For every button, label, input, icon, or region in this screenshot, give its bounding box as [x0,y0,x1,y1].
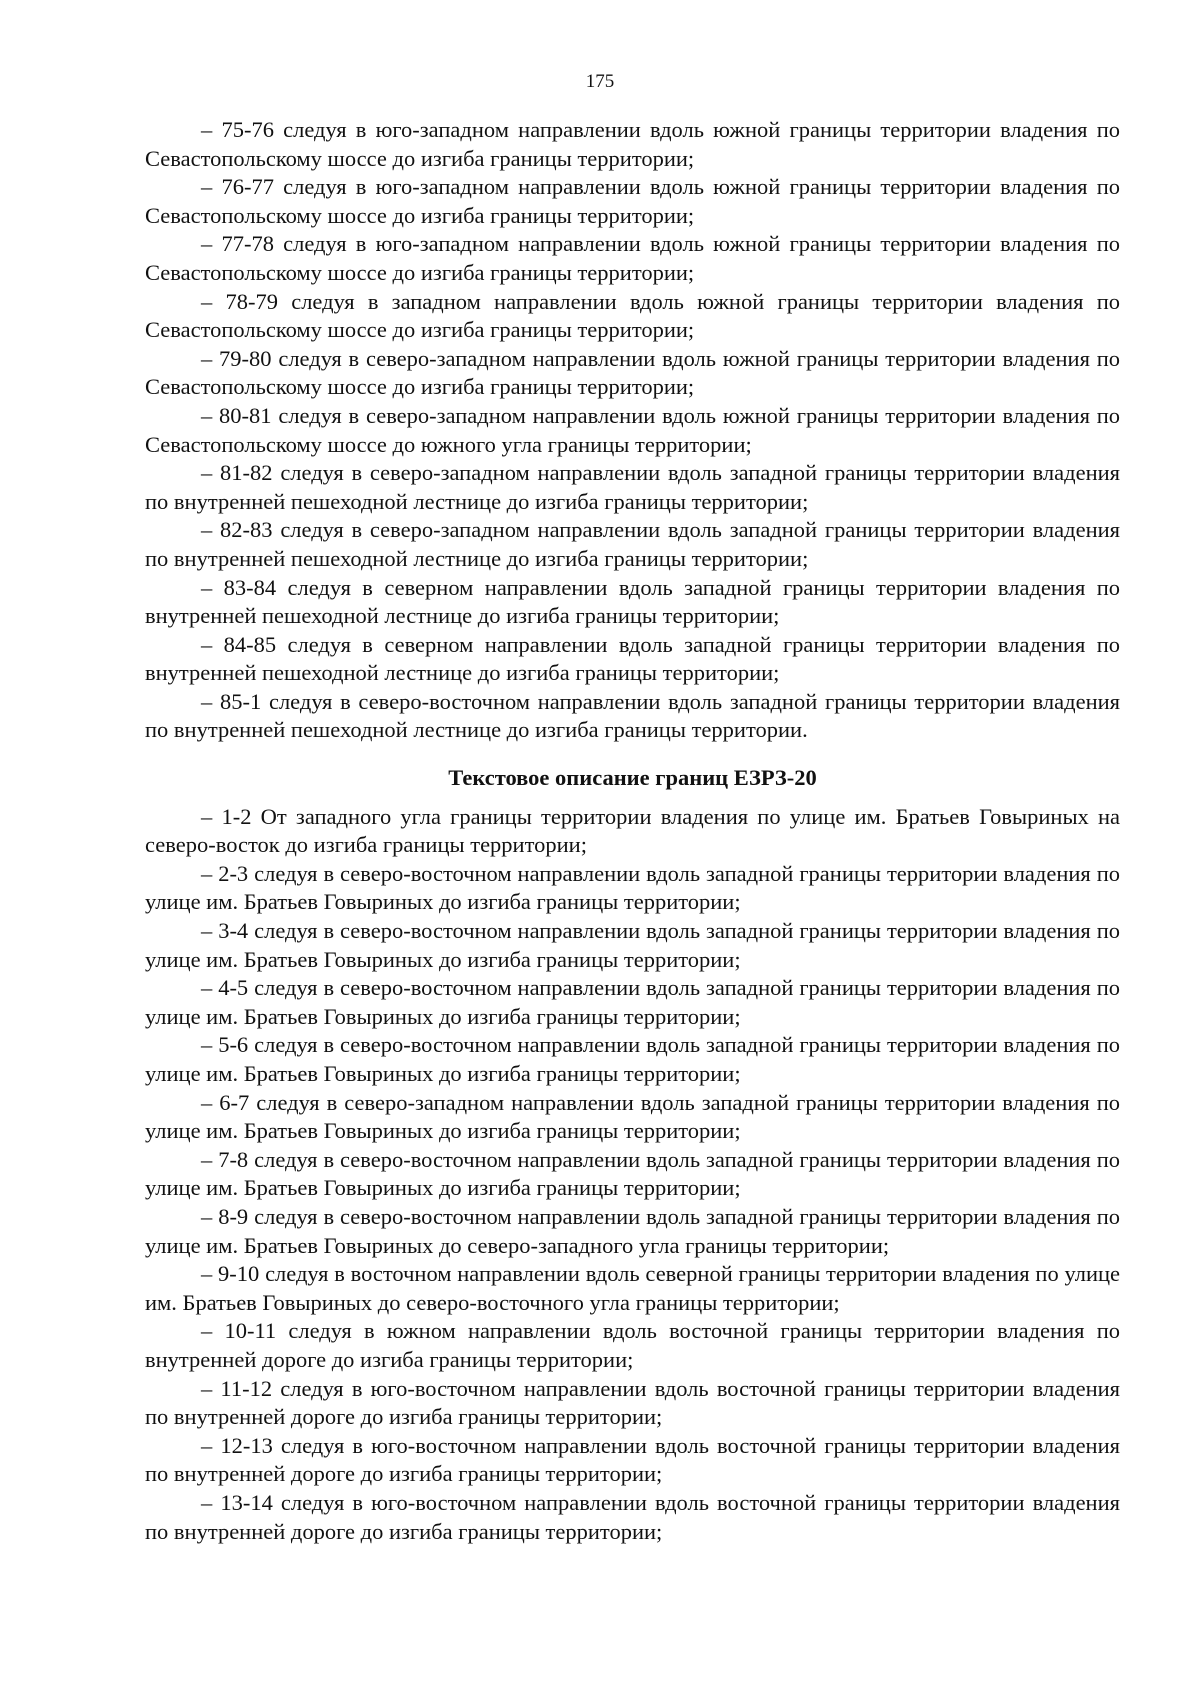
boundary-text: следуя в северо-восточном направлении вдоль западной границы территории владения по улице им. Братьев Говыриных до изгиба границы территории; [145,860,1121,915]
boundary-text: следуя в южном направлении вдоль восточной границы территории владения по внутренней дороге до изгиба границы территории; [145,1318,1120,1372]
boundary-text: От западного угла границы территории владения по улице им. Братьев Говыриных на северо-восток до изгиба границы территории; [145,803,1121,858]
boundary-item: – 8-9 следуя в северо-восточном направлении вдоль западной границы территории владения по улице им. Братьев Говыриных до северо-западного угла границы территории; [145,1203,1121,1258]
document-body [145,116,1120,1546]
boundary-item: – 4-5 следуя в северо-восточном направлении вдоль западной границы территории владения по улице им. Братьев Говыриных до изгиба границы территории; [145,975,1121,1029]
boundary-range: 2-3 [218,860,249,886]
boundary-item: – 12-13 следуя в юго-восточном направлении вдоль восточной границы территории владения по внутренней дороге до изгиба границы территории; [145,1432,1120,1487]
boundary-text: следуя в северо-восточном направлении вдоль западной границы территории владения по улице им. Братьев Говыриных до изгиба границы территории; [145,1146,1121,1201]
boundary-range: 79-80 [219,345,272,371]
boundary-text: следуя в северо-западном направлении вдоль западной границы территории владения по внутренней пешеходной лестнице до изгиба границы территории; [145,517,1121,571]
boundary-item: – 82-83 следуя в северо-западном направлении вдоль западной границы территории владения по внутренней пешеходной лестнице до изгиба границы территории; [145,517,1121,571]
boundary-text: следуя в северном направлении вдоль западной границы территории владения по внутренней пешеходной лестнице до изгиба границы территории; [145,631,1120,686]
boundary-text: следуя в северо-западном направлении вдоль южной границы территории владения по Севастопольскому шоссе до изгиба границы территории; [145,345,1121,400]
boundary-range: 7-8 [218,1146,249,1172]
section-heading: Текстовое описание границ ЕЗРЗ-20 [448,765,817,791]
boundary-range: 5-6 [218,1032,249,1058]
boundary-text: следуя в юго-восточном направлении вдоль восточной границы территории владения по внутренней дороге до изгиба границы территории; [145,1489,1120,1544]
boundary-list-ezrz-previous [145,116,1120,745]
boundary-text: следуя в северо-восточном направлении вдоль западной границы территории владения по улице им. Братьев Говыриных до северо-западного угла границы территории; [145,1203,1121,1258]
boundary-item: – 75-76 следуя в юго-западном направлении вдоль южной границы территории владения по Севастопольскому шоссе до изгиба границы территории; [145,117,1120,171]
boundary-text: следуя в северо-восточном направлении вдоль западной границы территории владения по улице им. Братьев Говыриных до изгиба границы территории; [145,918,1121,972]
boundary-range: 81-82 [220,460,273,486]
boundary-range: 4-5 [218,975,249,1001]
boundary-range: 13-14 [220,1489,273,1515]
page-number: 175 [585,71,615,92]
boundary-range: 76-77 [221,174,274,200]
boundary-item: – 85-1 следуя в северо-восточном направлении вдоль западной границы территории владения по внутренней пешеходной лестнице до изгиба границы территории. [145,688,1121,743]
boundary-item: – 2-3 следуя в северо-восточном направлении вдоль западной границы территории владения по улице им. Братьев Говыриных до изгиба границы территории; [145,860,1121,915]
boundary-range: 78-79 [225,288,278,314]
boundary-text: следуя в юго-западном направлении вдоль южной границы территории владения по Севастопольскому шоссе до изгиба границы территории; [145,117,1120,171]
boundary-item: – 1-2 От западного угла границы территории владения по улице им. Братьев Говыриных на северо-восток до изгиба границы территории; [145,803,1121,858]
boundary-text: следуя в восточном направлении вдоль северной границы территории владения по улице им. Братьев Говыриных до северо-восточного угла границы территории; [145,1261,1121,1315]
boundary-range: 83-84 [223,574,277,600]
boundary-text: следуя в юго-западном направлении вдоль южной границы территории владения по Севастопольскому шоссе до изгиба границы территории; [145,231,1120,285]
boundary-range: 85-1 [219,688,262,714]
boundary-text: следуя в северо-восточном направлении вдоль западной границы территории владения по улице им. Братьев Говыриных до изгиба границы территории; [145,1032,1121,1086]
boundary-range: 6-7 [219,1089,250,1115]
boundary-item: – 84-85 следуя в северном направлении вдоль западной границы территории владения по внутренней пешеходной лестнице до изгиба границы территории; [145,631,1120,686]
boundary-item: – 3-4 следуя в северо-восточном направлении вдоль западной границы территории владения по улице им. Братьев Говыриных до изгиба границы территории; [145,918,1121,972]
boundary-range: 1-2 [221,803,252,829]
boundary-item: – 11-12 следуя в юго-восточном направлении вдоль восточной границы территории владения по внутренней дороге до изгиба границы территории; [145,1375,1121,1430]
boundary-item: – 6-7 следуя в северо-западном направлении вдоль западной границы территории владения по улице им. Братьев Говыриных до изгиба границы территории; [145,1089,1120,1144]
boundary-range: 80-81 [219,402,272,428]
boundary-range: 77-78 [221,231,274,257]
boundary-item: – 7-8 следуя в северо-восточном направлении вдоль западной границы территории владения по улице им. Братьев Говыриных до изгиба границы территории; [145,1146,1121,1201]
boundary-text: следуя в западном направлении вдоль южной границы территории владения по Севастопольскому шоссе до изгиба границы территории; [145,288,1121,343]
boundary-range: 10-11 [224,1318,277,1344]
boundary-item: – 79-80 следуя в северо-западном направлении вдоль южной границы территории владения по Севастопольскому шоссе до изгиба границы территории; [145,345,1121,400]
boundary-item: – 5-6 следуя в северо-восточном направлении вдоль западной границы территории владения по улице им. Братьев Говыриных до изгиба границы территории; [145,1032,1121,1086]
boundary-item: – 77-78 следуя в юго-западном направлении вдоль южной границы территории владения по Севастопольскому шоссе до изгиба границы территории; [145,231,1120,285]
boundary-list-ezrz-20 [145,803,1120,1546]
boundary-text: следуя в юго-восточном направлении вдоль восточной границы территории владения по внутренней дороге до изгиба границы территории; [145,1375,1121,1430]
boundary-range: 12-13 [220,1432,273,1458]
boundary-item: – 9-10 следуя в восточном направлении вдоль северной границы территории владения по улице им. Братьев Говыриных до северо-восточного угла границы территории; [145,1261,1121,1315]
boundary-text: следуя в северном направлении вдоль западной границы территории владения по внутренней пешеходной лестнице до изгиба границы территории; [145,574,1120,629]
boundary-item: – 76-77 следуя в юго-западном направлении вдоль южной границы территории владения по Севастопольскому шоссе до изгиба границы территории; [145,174,1120,228]
boundary-range: 82-83 [220,517,273,543]
boundary-item: – 80-81 следуя в северо-западном направлении вдоль южной границы территории владения по Севастопольскому шоссе до южного угла границы территории; [145,402,1121,457]
boundary-range: 9-10 [218,1261,260,1287]
boundary-text: следуя в северо-западном направлении вдоль западной границы территории владения по улице им. Братьев Говыриных до изгиба границы территории; [145,1089,1120,1144]
boundary-text: следуя в северо-восточном направлении вдоль западной границы территории владения по внутренней пешеходной лестнице до изгиба границы территории. [145,688,1121,743]
boundary-item: – 13-14 следуя в юго-восточном направлении вдоль восточной границы территории владения по внутренней дороге до изгиба границы территории; [145,1489,1120,1544]
boundary-range: 8-9 [218,1203,249,1229]
boundary-range: 84-85 [223,631,277,657]
boundary-range: 75-76 [221,117,274,142]
boundary-range: 3-4 [218,918,249,944]
boundary-text: следуя в северо-западном направлении вдоль южной границы территории владения по Севастопольскому шоссе до южного угла границы территории; [145,402,1121,457]
boundary-item: – 81-82 следуя в северо-западном направлении вдоль западной границы территории владения по внутренней пешеходной лестнице до изгиба границы территории; [145,460,1121,514]
boundary-text: следуя в северо-западном направлении вдоль западной границы территории владения по внутренней пешеходной лестнице до изгиба границы территории; [145,460,1121,514]
boundary-range: 11-12 [220,1375,273,1401]
boundary-item: – 83-84 следуя в северном направлении вдоль западной границы территории владения по внутренней пешеходной лестнице до изгиба границы территории; [145,574,1120,629]
boundary-text: следуя в юго-западном направлении вдоль южной границы территории владения по Севастопольскому шоссе до изгиба границы территории; [145,174,1120,228]
boundary-item: – 78-79 следуя в западном направлении вдоль южной границы территории владения по Севастопольскому шоссе до изгиба границы территории; [145,288,1121,343]
boundary-text: следуя в северо-восточном направлении вдоль западной границы территории владения по улице им. Братьев Говыриных до изгиба границы территории; [145,975,1121,1029]
boundary-item: – 10-11 следуя в южном направлении вдоль восточной границы территории владения по внутренней дороге до изгиба границы территории; [145,1318,1120,1372]
boundary-text: следуя в юго-восточном направлении вдоль восточной границы территории владения по внутренней дороге до изгиба границы территории; [145,1432,1120,1487]
